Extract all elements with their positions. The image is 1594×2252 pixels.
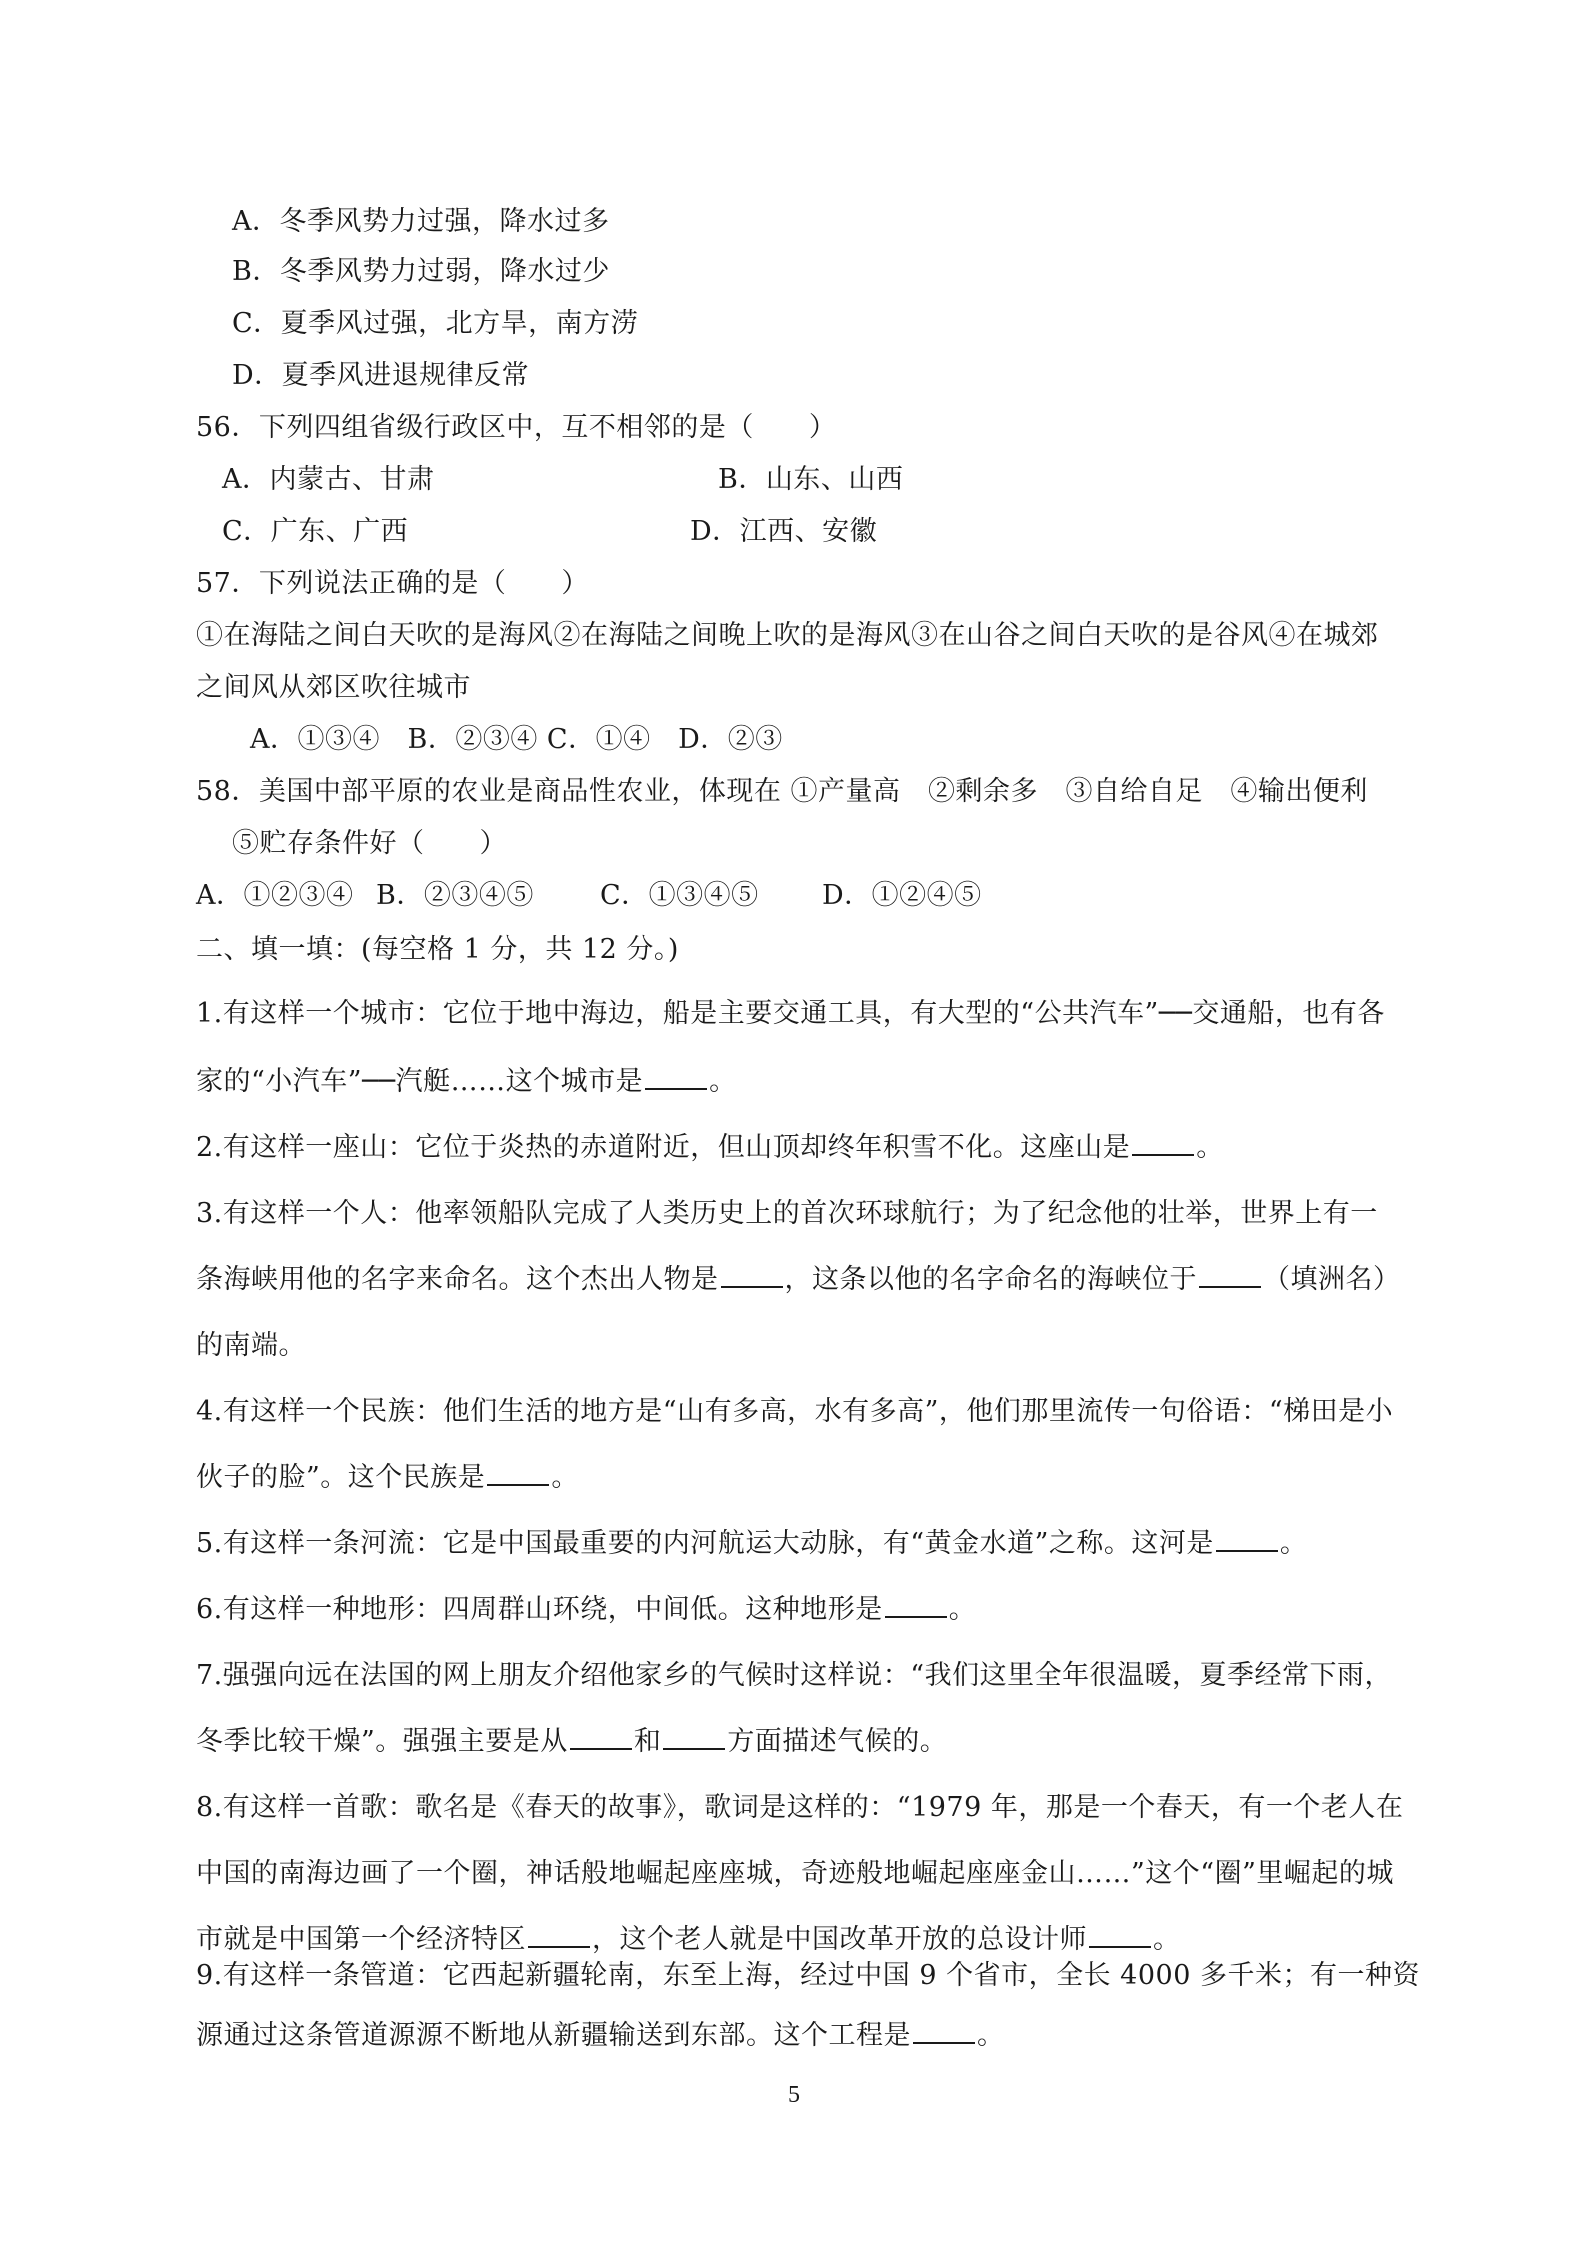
fill8-text-b: ，这个老人就是中国改革开放的总设计师 [592, 1924, 1087, 1955]
fill8-text-a: 市就是中国第一个经济特区 [196, 1924, 526, 1955]
fill1-line2 [196, 1064, 737, 1100]
fill1-text: 家的“小汽车”──汽艇……这个城市是 [196, 1066, 644, 1097]
fill2-end: 。 [1196, 1132, 1224, 1163]
fill4-blank[interactable] [487, 1460, 549, 1486]
fill3-text-b: ，这条以他的名字命名的海峡位于 [784, 1264, 1197, 1295]
fill8-blank-person[interactable] [1089, 1922, 1151, 1948]
q58-option-b: B．②③④⑤ [376, 880, 534, 911]
fill4-end: 。 [551, 1462, 579, 1493]
q56-stem: 56．下列四组省级行政区中，互不相邻的是（ ） [196, 412, 837, 443]
q55-option-d: D．夏季风进退规律反常 [232, 360, 530, 391]
fill3-text-c: （填洲名） [1263, 1264, 1401, 1295]
fill7-blank-1[interactable] [570, 1724, 632, 1750]
fill5-blank[interactable] [1216, 1526, 1278, 1552]
fill9-line2 [196, 2018, 1005, 2054]
q55-option-a: A．冬季风势力过强，降水过多 [232, 206, 610, 237]
fill3-line2 [196, 1262, 1401, 1298]
page-number: 5 [788, 2082, 800, 2108]
fill2-text: 2.有这样一座山：它位于炎热的赤道附近，但山顶却终年积雪不化。这座山是 [196, 1132, 1131, 1163]
q55-option-c: C．夏季风过强，北方旱，南方涝 [232, 308, 639, 339]
fill7-line1: 7.强强向远在法国的网上朋友介绍他家乡的气候时这样说：“我们这里全年很温暖，夏季经常下雨， [196, 1660, 1393, 1691]
q57-options: A．①③④ B．②③④ C．①④ D．②③ [250, 724, 783, 755]
fill8-line1: 8.有这样一首歌：歌名是《春天的故事》，歌词是这样的：“1979 年，那是一个春天，有一个老人在 [196, 1792, 1404, 1823]
fill1-line1: 1.有这样一个城市：它位于地中海边，船是主要交通工具，有大型的“公共汽车”──交通船，也有各 [196, 998, 1385, 1029]
fill6-end: 。 [948, 1594, 977, 1625]
fill7-text-c: 方面描述气候的。 [727, 1726, 948, 1757]
q58-option-c: C．①③④⑤ [600, 880, 759, 911]
fill8-line2: 中国的南海边画了一个圈，神话般地崛起座座城，奇迹般地崛起座座金山……”这个“圈”里崛起的城 [196, 1858, 1394, 1889]
fill7-line2 [196, 1724, 947, 1760]
q58-stem-line1: 58．美国中部平原的农业是商品性农业，体现在 ①产量高 ②剩余多 ③自给自足 ④输出便利 [196, 776, 1368, 807]
fill1-end: 。 [709, 1066, 737, 1097]
fill9-blank[interactable] [913, 2018, 975, 2044]
q57-stem: 57．下列说法正确的是（ ） [196, 568, 589, 599]
fill3-blank-continent[interactable] [1199, 1262, 1261, 1288]
fill6-blank[interactable] [885, 1592, 947, 1618]
fill5-text: 5.有这样一条河流：它是中国最重要的内河航运大动脉，有“黄金水道”之称。这河是 [196, 1528, 1214, 1559]
fill4-text: 伙子的脸”。这个民族是 [196, 1462, 486, 1493]
fill8-end: 。 [1153, 1924, 1181, 1955]
q57-statement-line1: ①在海陆之间白天吹的是海风②在海陆之间晚上吹的是海风③在山谷之间白天吹的是谷风④在城郊 [196, 620, 1379, 651]
q58-option-d: D．①②④⑤ [822, 880, 982, 911]
q56-option-c: C．广东、广西 [222, 516, 409, 547]
fill2-blank[interactable] [1132, 1130, 1194, 1156]
fill8-line3 [196, 1922, 1181, 1958]
fill6-line [196, 1592, 976, 1628]
fill8-blank-zone[interactable] [528, 1922, 590, 1948]
section2-title: 二、填一填：(每空格 1 分，共 12 分。) [196, 934, 679, 965]
fill9-line1: 9.有这样一条管道：它西起新疆轮南，东至上海，经过中国 9 个省市，全长 4000 多千米；有一种资 [196, 1960, 1420, 1991]
fill6-text: 6.有这样一种地形：四周群山环绕，中间低。这种地形是 [196, 1594, 883, 1625]
q56-option-b: B．山东、山西 [718, 464, 904, 495]
q58-stem-line2: ⑤贮存条件好（ ） [232, 828, 507, 859]
fill3-blank-person[interactable] [721, 1262, 783, 1288]
fill7-text-b: 和 [633, 1726, 662, 1757]
fill5-line [196, 1526, 1307, 1562]
fill4-line1: 4.有这样一个民族：他们生活的地方是“山有多高，水有多高”，他们那里流传一句俗语：“梯田是小 [196, 1396, 1394, 1427]
q57-statement-line2: 之间风从郊区吹往城市 [196, 672, 471, 703]
fill3-line1: 3.有这样一个人：他率领船队完成了人类历史上的首次环球航行；为了纪念他的壮举，世界上有一 [196, 1198, 1378, 1229]
q55-option-b: B．冬季风势力过弱，降水过少 [232, 256, 610, 287]
q56-option-d: D．江西、安徽 [690, 516, 878, 547]
fill9-text: 源通过这条管道源源不断地从新疆输送到东部。这个工程是 [196, 2020, 911, 2051]
fill4-line2 [196, 1460, 579, 1496]
fill7-text-a: 冬季比较干燥”。强强主要是从 [196, 1726, 568, 1757]
fill7-blank-2[interactable] [663, 1724, 725, 1750]
q58-option-a: A．①②③④ [196, 880, 354, 911]
q56-option-a: A．内蒙古、甘肃 [222, 464, 435, 495]
fill9-end: 。 [977, 2020, 1005, 2051]
fill1-blank[interactable] [645, 1064, 707, 1090]
fill2-line [196, 1130, 1224, 1166]
fill5-end: 。 [1279, 1528, 1308, 1559]
fill3-line3: 的南端。 [196, 1330, 306, 1361]
fill3-text-a: 条海峡用他的名字来命名。这个杰出人物是 [196, 1264, 719, 1295]
